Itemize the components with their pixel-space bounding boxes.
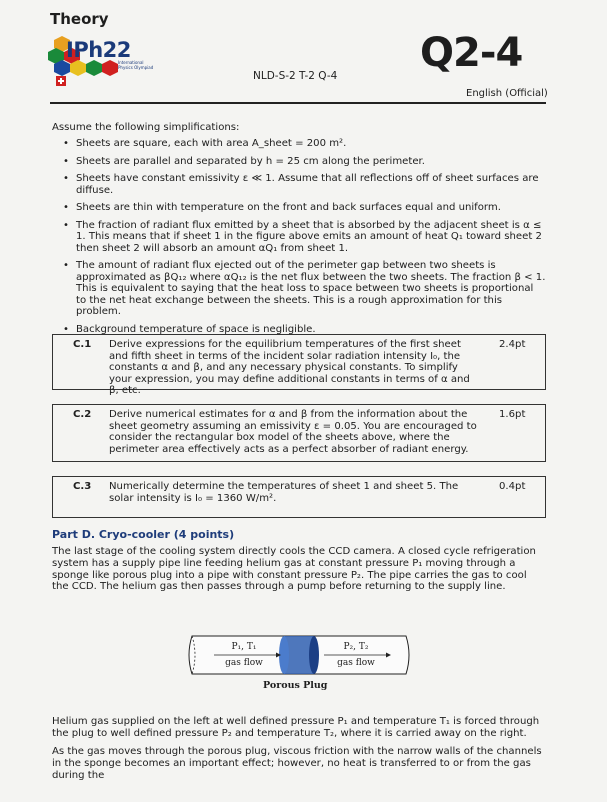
list-item: • The fraction of radiant flux emitted by a sheet that is absorbed by the adjacent sheet is α ≤ 1. This means that if sheet 1 in the figure above emits an amount of heat Q₁ toward sheet 2 then sheet 2 will absorb an amount αQ₁ from sheet 1.	[62, 220, 546, 255]
document-code: NLD-S-2 T-2 Q-4	[253, 70, 338, 82]
list-item: • Sheets are thin with temperature on the front and back surfaces equal and uniform.	[62, 202, 546, 214]
question-id: C.3	[73, 481, 92, 492]
outlet-flow-label: gas flow	[337, 658, 375, 668]
question-number: Q2-4	[420, 30, 523, 76]
question-box-c1	[52, 334, 546, 396]
inlet-flow-label: gas flow	[225, 658, 263, 668]
list-item: • Sheets have constant emissivity ε ≪ 1. Assume that all reflections off of sheet surfaces are diffuse.	[62, 173, 546, 196]
list-item: • Background temperature of space is negligible.	[62, 324, 546, 336]
question-points: 2.4pt	[499, 339, 526, 350]
inlet-state-label: P₁, T₁	[231, 642, 257, 652]
list-item: • Sheets are parallel and separated by h = 25 cm along the perimeter.	[62, 156, 546, 168]
question-id: C.2	[73, 409, 92, 420]
logo-subtitle: International Physics Olympiad	[118, 60, 154, 70]
outlet-state-label: P₂, T₂	[343, 642, 369, 652]
question-box-c3	[52, 476, 546, 518]
question-text: Derive numerical estimates for α and β from the information about the sheet geometry assuming an emissivity ε = 0.05. You are encouraged to consider the rectangular box model of the sheets above, where the perimeter area effectively acts as a perfect absorber of radiant energy.	[109, 409, 477, 455]
porous-plug-label: Porous Plug	[263, 680, 328, 691]
language-label: English (Official)	[466, 88, 548, 99]
part-d-paragraph-1: The last stage of the cooling system directly cools the CCD camera. A closed cycle refrigeration system has a supply pipe line feeding helium gas at constant pressure P₁ moving through a sponge like porous plug into a pipe with constant pressure P₂. The pipe carries the gas to cool the CCD. The helium gas then passes through a pump before returning to the supply line.	[52, 546, 536, 593]
question-box-c2	[52, 404, 546, 462]
question-text: Numerically determine the temperatures of sheet 1 and sheet 5. The solar intensity is I₀ = 1360 W/m².	[109, 481, 459, 504]
question-points: 1.6pt	[499, 409, 526, 420]
question-text: Derive expressions for the equilibrium temperatures of the first sheet and fifth sheet in terms of the incident solar radiation intensity I₀, the constants α and β, and any necessary physical constants. To simplify your expression, you may define additional constants in terms of α and β, etc.	[109, 339, 470, 396]
part-d-paragraph-3: As the gas moves through the porous plug, viscous friction with the narrow walls of the channels in the sponge becomes an important effect; however, no heat is transferred to or from the gas during the	[52, 746, 542, 781]
assumption-list	[62, 138, 546, 341]
porous-plug-figure	[184, 632, 414, 678]
part-d-title: Part D. Cryo-cooler (4 points)	[52, 528, 235, 541]
logo-text: IPh22	[66, 38, 131, 62]
header-divider	[50, 102, 546, 104]
list-item: • The amount of radiant flux ejected out of the perimeter gap between two sheets is approximated as βQ₁₂ where αQ₁₂ is the net flux between the two sheets. The fraction β < 1. This is equivalent to saying that the heat loss to space between two sheets is proportional to the net heat exchange between the sheets. This is a rough approximation for this problem.	[62, 260, 546, 318]
list-item: • Sheets are square, each with area A_sheet = 200 m².	[62, 138, 546, 150]
part-d-paragraph-2: Helium gas supplied on the left at well defined pressure P₁ and temperature T₁ is forced through the plug to well defined pressure P₂ and temperature T₂, where it is carried away on the right.	[52, 716, 540, 739]
intro-text: Assume the following simplifications:	[52, 122, 240, 133]
section-title: Theory	[50, 10, 109, 28]
question-points: 0.4pt	[499, 481, 526, 492]
question-id: C.1	[73, 339, 92, 350]
